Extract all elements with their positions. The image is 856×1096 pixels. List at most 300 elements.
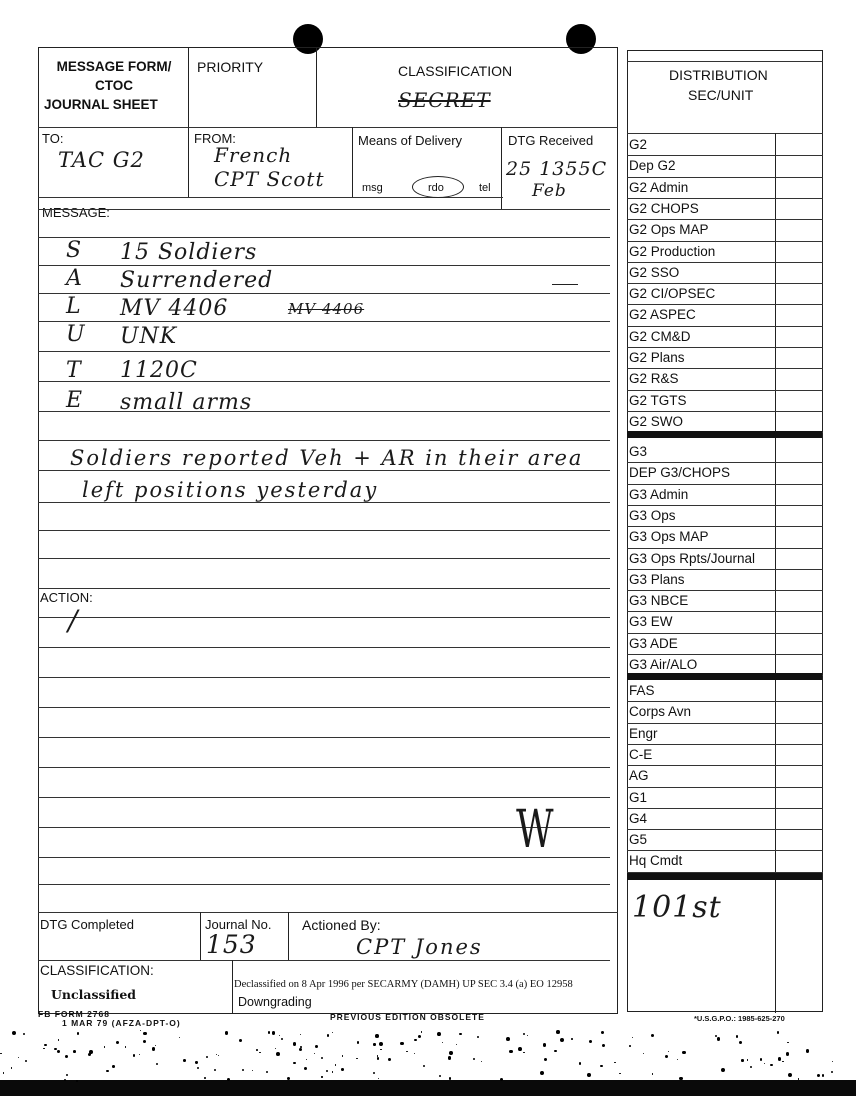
distribution-row: Dep G2	[629, 158, 676, 174]
speck	[58, 1039, 59, 1040]
distribution-row: G3 EW	[629, 614, 673, 630]
speck	[506, 1037, 510, 1041]
speck	[276, 1052, 280, 1056]
divider	[200, 912, 201, 960]
distribution-row: G3 ADE	[629, 635, 678, 651]
speck	[632, 1037, 634, 1039]
distribution-row: G2 SSO	[629, 264, 680, 280]
to-value: TAC G2	[58, 148, 145, 172]
distribution-checkbox[interactable]	[776, 327, 822, 346]
divider	[288, 912, 289, 960]
speck	[373, 1043, 375, 1045]
speck	[375, 1034, 379, 1038]
distribution-row: Engr	[629, 725, 658, 741]
speck	[556, 1030, 560, 1034]
speck	[747, 1059, 748, 1060]
distribution-row: G1	[629, 789, 648, 805]
distribution-row: G2 ASPEC	[629, 307, 696, 323]
delivery-tel: tel	[479, 182, 491, 194]
distribution-checkbox[interactable]	[776, 809, 822, 828]
speck	[65, 1055, 68, 1058]
speck	[459, 1033, 462, 1036]
speck	[300, 1046, 302, 1048]
speck	[195, 1061, 197, 1063]
speck	[760, 1058, 762, 1060]
distribution-row: G2 TGTS	[629, 392, 687, 408]
divider	[232, 960, 233, 1014]
speck	[540, 1071, 544, 1075]
divider	[352, 127, 353, 197]
speck	[418, 1035, 421, 1038]
group-separator	[627, 873, 822, 880]
distribution-checkbox[interactable]	[776, 681, 822, 700]
to-label: TO:	[42, 131, 64, 146]
ruled-line	[38, 617, 610, 618]
speck	[342, 1055, 344, 1057]
ruled-line	[38, 647, 610, 648]
ruled-line	[38, 677, 610, 678]
distribution-checkbox[interactable]	[776, 788, 822, 807]
distribution-checkbox[interactable]	[776, 348, 822, 367]
speck	[421, 1031, 422, 1032]
speck	[652, 1073, 654, 1075]
speck	[629, 1045, 631, 1047]
speck	[473, 1058, 475, 1060]
ruled-line	[38, 440, 610, 441]
ruled-line	[38, 265, 610, 266]
speck	[750, 1066, 752, 1068]
speck	[619, 1073, 620, 1074]
action-mark: /	[68, 604, 79, 637]
speck	[125, 1046, 126, 1047]
speck	[817, 1074, 820, 1077]
divider	[188, 47, 189, 197]
speck	[327, 1034, 330, 1037]
speck	[183, 1059, 186, 1062]
speck	[300, 1034, 301, 1035]
footer-classification-label: CLASSIFICATION:	[40, 963, 154, 978]
speck	[788, 1073, 792, 1077]
distribution-checkbox[interactable]	[776, 745, 822, 764]
speck	[335, 1064, 337, 1066]
speck	[275, 1048, 276, 1049]
distribution-row: G3 NBCE	[629, 593, 689, 609]
dtg-received-label: DTG Received	[508, 133, 594, 148]
distribution-row: G2 CI/OPSEC	[629, 286, 716, 302]
speck	[321, 1076, 322, 1077]
salute-location: MV 4406	[120, 296, 229, 321]
ruled-line	[38, 530, 610, 531]
handwritten-unit: 101st	[632, 890, 722, 925]
ruled-line	[38, 293, 610, 294]
salute-letter-s: S	[66, 238, 83, 263]
distribution-row: G3 Air/ALO	[629, 657, 698, 672]
speck	[112, 1065, 115, 1068]
distribution-row: Corps Avn	[629, 704, 692, 720]
speck	[571, 1038, 573, 1040]
distribution-row: G2 SWO	[629, 413, 684, 429]
distribution-row: G2	[629, 137, 648, 152]
ruled-line	[38, 470, 610, 471]
speck	[106, 1070, 108, 1072]
distribution-row: G2 CHOPS	[629, 200, 699, 216]
speck	[822, 1074, 824, 1076]
salute-letter-u: U	[66, 322, 86, 347]
ruled-line	[38, 321, 610, 322]
divider	[38, 127, 618, 128]
distribution-row: AG	[629, 768, 649, 784]
speck	[356, 1058, 358, 1060]
speck	[214, 1069, 216, 1071]
distribution-row: G3	[629, 444, 648, 459]
speck	[11, 1067, 12, 1068]
speck	[579, 1062, 581, 1064]
salute-time: 1120C	[120, 358, 198, 383]
speck	[25, 1060, 27, 1062]
speck	[643, 1053, 644, 1054]
speck	[378, 1078, 379, 1079]
speck	[216, 1054, 217, 1055]
speck	[179, 1037, 180, 1038]
speck	[66, 1074, 68, 1076]
distribution-row: G2 Plans	[629, 350, 685, 365]
distribution-row: Hq Cmdt	[629, 853, 683, 869]
dtg-completed-label: DTG Completed	[40, 917, 134, 932]
speck	[259, 1052, 260, 1053]
speck	[651, 1034, 654, 1037]
salute-letter-t: T	[66, 358, 82, 383]
speck	[423, 1065, 425, 1067]
speck	[227, 1078, 230, 1081]
speck	[554, 1050, 557, 1053]
speck	[379, 1042, 383, 1046]
speck	[721, 1068, 725, 1072]
speck	[560, 1038, 564, 1042]
distribution-row: G3 Ops	[629, 507, 676, 523]
divider	[316, 47, 317, 127]
speck	[477, 1036, 479, 1038]
speck	[326, 1070, 328, 1072]
distribution-checkbox[interactable]	[776, 156, 822, 175]
speck	[601, 1031, 604, 1034]
distribution-title: DISTRIBUTION	[669, 67, 768, 83]
speck	[204, 1077, 206, 1079]
distribution-checkbox[interactable]	[776, 135, 822, 154]
speck	[832, 1061, 833, 1062]
speck	[523, 1033, 525, 1035]
gpo-imprint: *U.S.G.P.O.: 1985-625-270	[694, 1014, 785, 1023]
speck	[306, 1059, 307, 1060]
distribution-checkbox[interactable]	[776, 702, 822, 721]
distribution-checkbox[interactable]	[776, 527, 822, 546]
distribution-row: G2 Ops MAP	[629, 222, 709, 238]
dtg-received-value: 25 1355C	[506, 158, 608, 180]
speck	[715, 1035, 717, 1037]
speck	[668, 1051, 669, 1052]
from-value: French	[214, 143, 293, 167]
speck	[448, 1056, 451, 1059]
speck	[304, 1067, 307, 1070]
speck	[380, 1049, 381, 1050]
distribution-row: G3 Ops Rpts/Journal	[629, 550, 756, 566]
distribution-row: G5	[629, 832, 648, 848]
distribution-row: G3 Plans	[629, 571, 685, 587]
journal-no-value: 153	[206, 930, 257, 959]
speck	[315, 1045, 318, 1048]
speck	[43, 1048, 45, 1050]
salute-equipment: small arms	[120, 390, 253, 415]
speck	[155, 1045, 156, 1046]
from-officer: CPT Scott	[214, 167, 325, 191]
speck	[266, 1071, 268, 1073]
speck	[242, 1069, 244, 1071]
delivery-rdo: rdo	[428, 182, 444, 194]
actioned-by-value: CPT Jones	[356, 935, 483, 959]
speck	[741, 1059, 743, 1061]
speck	[527, 1035, 528, 1036]
distribution-checkbox[interactable]	[776, 369, 822, 388]
speck	[268, 1031, 271, 1034]
classification-label: CLASSIFICATION	[398, 63, 513, 79]
form-title: MESSAGE FORM/ CTOC JOURNAL SHEET	[44, 59, 172, 112]
speck	[332, 1071, 333, 1072]
classification-value: SECRET	[398, 88, 491, 112]
distribution-checkbox[interactable]	[776, 634, 822, 653]
distribution-checkbox[interactable]	[776, 305, 822, 324]
speck	[414, 1053, 415, 1054]
speck	[272, 1031, 275, 1034]
speck	[12, 1031, 16, 1035]
distribution-checkbox[interactable]	[776, 463, 822, 482]
distribution-checkbox[interactable]	[776, 263, 822, 282]
scan-edge	[0, 1080, 856, 1096]
delivery-label: Means of Delivery	[358, 133, 463, 148]
speck	[831, 1071, 833, 1073]
distribution-checkbox[interactable]	[776, 412, 822, 431]
divider	[38, 960, 610, 961]
distribution-checkbox[interactable]	[776, 284, 822, 303]
speck	[133, 1054, 135, 1056]
declassified-note: Declassified on 8 Apr 1996 per SECARMY (DAMH) UP SEC 3.4 (a) EO 12958	[234, 979, 573, 990]
distribution-row: G4	[629, 810, 648, 826]
ruled-line	[38, 884, 610, 885]
speck	[442, 1042, 443, 1043]
speck	[806, 1049, 810, 1053]
distribution-checkbox[interactable]	[776, 199, 822, 218]
actioned-by-label: Actioned By:	[302, 917, 381, 933]
speck	[414, 1039, 417, 1042]
distribution-row: C-E	[629, 746, 653, 762]
distribution-checkbox[interactable]	[776, 391, 822, 410]
salute-size: 15 Soldiers	[120, 240, 258, 265]
salute-letter-l: L	[66, 294, 82, 319]
previous-edition: PREVIOUS EDITION OBSOLETE	[330, 1012, 485, 1022]
ruled-line	[38, 707, 610, 708]
speck	[764, 1063, 765, 1064]
form-date: 1 MAR 79 (AFZA-DPT-O)	[62, 1018, 181, 1028]
ruled-line	[38, 351, 610, 352]
footer-classification-value: Unclassified	[51, 987, 137, 1002]
speck	[23, 1033, 25, 1035]
distribution-checkbox[interactable]	[776, 549, 822, 568]
speck	[778, 1057, 781, 1060]
speck	[739, 1041, 742, 1044]
distribution-row: FAS	[629, 683, 655, 698]
speck	[88, 1053, 91, 1056]
distribution-checkbox[interactable]	[776, 178, 822, 197]
distribution-row: DEP G3/CHOPS	[629, 465, 731, 481]
action-label: ACTION:	[40, 590, 93, 605]
divider	[627, 61, 823, 62]
speck	[116, 1041, 119, 1044]
distribution-row: G3 Ops MAP	[629, 529, 709, 545]
speck	[357, 1041, 359, 1043]
speck	[156, 1063, 158, 1065]
speck	[281, 1038, 284, 1041]
dash-mark	[552, 284, 578, 285]
speck	[139, 1054, 140, 1055]
speck	[143, 1032, 146, 1035]
speck	[3, 1072, 5, 1074]
speck	[332, 1032, 334, 1034]
salute-unit: UNK	[120, 324, 178, 349]
salute-letter-e: E	[66, 388, 84, 413]
ruled-line	[38, 767, 610, 768]
speck	[717, 1037, 720, 1040]
speck	[481, 1061, 483, 1063]
distribution-row: G2 Production	[629, 243, 716, 259]
speck	[406, 1051, 407, 1052]
speck	[439, 1075, 441, 1077]
speck	[18, 1057, 19, 1058]
speck	[665, 1055, 668, 1058]
speck	[104, 1046, 106, 1048]
speck	[682, 1051, 686, 1055]
distribution-checkbox[interactable]	[776, 724, 822, 743]
speck	[787, 1042, 788, 1043]
speck	[239, 1039, 242, 1042]
group-separator	[627, 673, 822, 680]
salute-activity: Surrendered	[120, 268, 274, 293]
speck	[314, 1053, 315, 1054]
speck	[44, 1044, 46, 1046]
distribution-checkbox[interactable]	[776, 442, 822, 461]
speck	[736, 1035, 738, 1037]
narrative-line-2: left positions yesterday	[82, 478, 379, 502]
distribution-checkbox[interactable]	[776, 830, 822, 849]
distribution-row: G2 Admin	[629, 179, 689, 195]
message-label: MESSAGE:	[42, 205, 110, 220]
speck	[299, 1048, 302, 1051]
speck	[509, 1050, 513, 1054]
speck	[449, 1051, 453, 1055]
divider	[38, 912, 618, 913]
ruled-line	[38, 502, 610, 503]
narrative-line-1: Soldiers reported Veh + AR in their area	[70, 446, 584, 470]
speck	[523, 1052, 525, 1054]
ruled-line	[38, 797, 610, 798]
ruled-line	[38, 209, 610, 210]
speck	[602, 1044, 605, 1047]
speck	[782, 1061, 783, 1062]
speck	[589, 1040, 592, 1043]
delivery-msg: msg	[362, 182, 383, 194]
speck	[206, 1056, 208, 1058]
speck	[341, 1068, 344, 1071]
priority-label: PRIORITY	[197, 59, 264, 75]
distribution-checkbox[interactable]	[776, 242, 822, 261]
speck	[544, 1058, 547, 1061]
speck	[77, 1032, 79, 1034]
speck	[614, 1062, 616, 1064]
location-strikeout: MV 4406	[288, 300, 365, 318]
distribution-checkbox[interactable]	[776, 485, 822, 504]
ruled-line	[38, 558, 610, 559]
speck	[218, 1055, 219, 1056]
speck	[388, 1058, 391, 1061]
speck	[140, 1030, 141, 1031]
speck	[293, 1042, 297, 1046]
distribution-row: G2 R&S	[629, 371, 679, 387]
speck	[400, 1042, 404, 1046]
speck	[518, 1047, 522, 1051]
speck	[143, 1040, 146, 1043]
ruled-line	[38, 588, 610, 589]
form-number: FB FORM 2768	[38, 1009, 110, 1019]
speck	[197, 1067, 199, 1069]
dtg-received-month: Feb	[532, 181, 567, 201]
journal-no-label: Journal No.	[205, 917, 272, 932]
speck	[777, 1031, 780, 1034]
speck	[57, 1050, 60, 1053]
speck	[587, 1073, 591, 1077]
speck	[456, 1044, 457, 1045]
speck	[256, 1049, 258, 1051]
speck	[252, 1070, 254, 1072]
speck	[293, 1062, 296, 1065]
distribution-checkbox[interactable]	[776, 612, 822, 631]
downgrading-label: Downgrading	[238, 995, 312, 1009]
speck	[786, 1052, 789, 1055]
speck	[321, 1057, 323, 1059]
speck	[677, 1059, 679, 1061]
distribution-subtitle: SEC/UNIT	[688, 87, 754, 103]
distribution-checkbox[interactable]	[776, 570, 822, 589]
speck	[770, 1064, 772, 1066]
distribution-checkbox[interactable]	[776, 506, 822, 525]
speck	[437, 1032, 441, 1036]
speck	[377, 1057, 379, 1059]
initials: W	[516, 800, 555, 860]
distribution-checkbox[interactable]	[776, 655, 822, 674]
distribution-checkbox[interactable]	[776, 591, 822, 610]
speck	[600, 1065, 603, 1068]
speck	[679, 1077, 683, 1081]
from-label: FROM:	[194, 131, 236, 146]
distribution-checkbox[interactable]	[776, 766, 822, 785]
distribution-row: G2 CM&D	[629, 328, 691, 344]
salute-letter-a: A	[66, 266, 83, 291]
distribution-checkbox[interactable]	[776, 851, 822, 870]
distribution-checkbox[interactable]	[776, 220, 822, 239]
speck	[73, 1050, 76, 1053]
distribution-row: G3 Admin	[629, 486, 689, 502]
speck	[0, 1053, 2, 1055]
speck	[152, 1047, 155, 1050]
ruled-line	[38, 737, 610, 738]
group-separator	[627, 431, 822, 438]
speck	[225, 1031, 229, 1035]
